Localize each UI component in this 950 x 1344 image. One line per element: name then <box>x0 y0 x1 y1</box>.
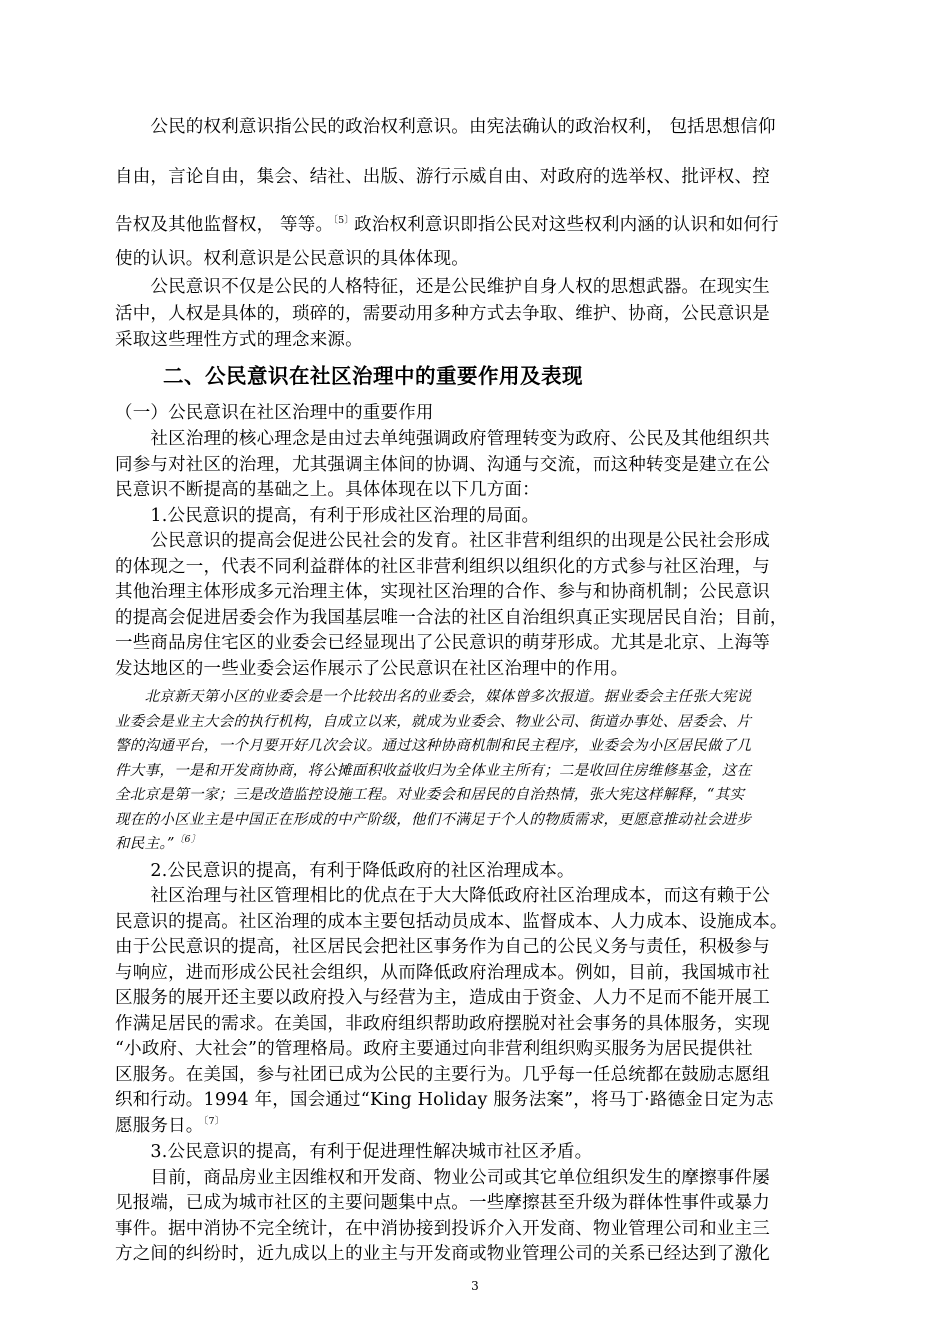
paragraph-line: 社区治理与社区管理相比的优点在于大大降低政府社区治理成本，而这有赖于公 <box>115 886 770 906</box>
paragraph-line: 其他治理主体形成多元治理主体，实现社区治理的合作、参与和协商机制；公民意识 <box>115 582 770 602</box>
paragraph-line: 社区治理的核心理念是由过去单纯强调政府管理转变为政府、公民及其他组织共 <box>115 429 770 449</box>
paragraph-line: 民意识的提高。社区治理的成本主要包括动员成本、监督成本、人力成本、设施成本。 <box>115 912 788 932</box>
line-text: 和民主。” <box>115 836 175 852</box>
paragraph-line: 采取这些理性方式的理念来源。 <box>115 330 363 350</box>
paragraph-line: 方之间的纠纷时，近九成以上的业主与开发商或物业管理公司的关系已经达到了激化 <box>115 1244 770 1264</box>
case-quote-line: 北京新天第小区的业委会是一个比较出名的业委会，媒体曾多次报道。据业委会主任张大宪说 <box>115 689 752 705</box>
citation-marker: 〔6〕 <box>174 834 201 846</box>
paragraph-line: 见报端，已成为城市社区的主要问题集中点。一些摩擦甚至升级为群体性事件或暴力 <box>115 1193 770 1213</box>
subsection-heading: （一）公民意识在社区治理中的重要作用 <box>115 403 434 423</box>
paragraph-line: 活中，人权是具体的，琐碎的，需要动用多种方式去争取、维护、协商，公民意识是 <box>115 304 770 324</box>
paragraph-line: 公民意识不仅是公民的人格特征，还是公民维护自身人权的思想武器。在现实生 <box>115 277 770 297</box>
paragraph-line <box>115 1112 830 1137</box>
paragraph-line: “小政府、大社会”的管理格局。政府主要通过向非营利组织购买服务为居民提供社 <box>115 1039 753 1059</box>
case-quote-line: 件大事，一是和开发商协商，将公摊面积收益收归为全体业主所有；二是收回住房维修基金，这在 <box>115 763 752 779</box>
paragraph-line: 事件。据中消协不完全统计，在中消协接到投诉介入开发商、物业管理公司和业主三 <box>115 1219 770 1239</box>
paragraph-line: 目前，商品房业主因维权和开发商、物业公司或其它单位组织发生的摩擦事件屡 <box>115 1168 770 1188</box>
paragraph-line: 的提高会促进居委会作为我国基层唯一合法的社区自治组织真正实现居民自治；目前， <box>115 608 788 628</box>
citation-marker: 〔7〕 <box>203 1116 225 1128</box>
line-text: 告权及其他监督权， 等等。 <box>115 215 334 235</box>
paragraph-line: 使的认识。权利意识是公民意识的具体体现。 <box>115 249 469 269</box>
paragraph-line: 一些商品房住宅区的业委会已经显现出了公民意识的萌芽形成。尤其是北京、上海等 <box>115 633 770 653</box>
paragraph-line: 公民的权利意识指公民的政治权利意识。由宪法确认的政治权利， 包括思想信仰 <box>115 117 776 137</box>
paragraph-line <box>115 211 830 236</box>
paragraph-line: 民意识不断提高的基础之上。具体体现在以下几方面： <box>115 480 540 500</box>
paragraph-line: 区服务的展开还主要以政府投入与经营为主，造成由于资金、人力不足而不能开展工 <box>115 988 770 1008</box>
case-quote-line: 业委会是业主大会的执行机构，自成立以来，就成为业委会、物业公司、街道办事处、居委会、片 <box>115 714 752 730</box>
case-quote-line: 全北京是第一家；三是改造监控设施工程。对业委会和居民的自治热情，张大宪这样解释，“其实 <box>115 787 745 803</box>
paragraph-line: 区服务。在美国，参与社团已成为公民的主要行为。几乎每一任总统都在鼓励志愿组 <box>115 1065 770 1085</box>
paragraph-line: 同参与对社区的治理，尤其强调主体间的协调、沟通与交流，而这种转变是建立在公 <box>115 455 770 475</box>
case-quote-line: 警的沟通平台，一个月要开好几次会议。通过这种协商机制和民主程序，业委会为小区居民做了几 <box>115 738 752 754</box>
paragraph-line: 织和行动。1994 年，国会通过“King Holiday 服务法案”，将马丁·路德金日定为志 <box>115 1090 774 1110</box>
numbered-point: 1.公民意识的提高，有利于形成社区治理的局面。 <box>115 506 540 526</box>
paragraph-line: 由于公民意识的提高，社区居民会把社区事务作为自己的公民义务与责任，积极参与 <box>115 937 770 957</box>
page-number: 3 <box>471 1279 479 1293</box>
paragraph-line: 公民意识的提高会促进公民社会的发育。社区非营利组织的出现是公民社会形成 <box>115 531 770 551</box>
line-text: 政治权利意识即指公民对这些权利内涵的认识和如何行 <box>354 215 779 235</box>
paragraph-line: 发达地区的一些业委会运作展示了公民意识在社区治理中的作用。 <box>115 659 629 679</box>
numbered-point: 2.公民意识的提高，有利于降低政府的社区治理成本。 <box>115 861 575 881</box>
case-quote-line <box>115 832 201 853</box>
numbered-point: 3.公民意识的提高，有利于促进理性解决城市社区矛盾。 <box>115 1142 593 1162</box>
paragraph-line: 作满足居民的需求。在美国，非政府组织帮助政府摆脱对社会事务的具体服务，实现 <box>115 1014 770 1034</box>
paragraph-line: 的体现之一，代表不同利益群体的社区非营利组织以组织化的方式参与社区治理，与 <box>115 557 770 577</box>
section-heading: 二、公民意识在社区治理中的重要作用及表现 <box>163 364 583 388</box>
paragraph-line: 自由，言论自由，集会、结社、出版、游行示威自由、对政府的选举权、批评权、控 <box>115 167 770 187</box>
line-text: 愿服务日。 <box>115 1116 204 1136</box>
citation-marker: 〔5〕 <box>333 215 355 227</box>
case-quote-line: 现在的小区业主是中国正在形成的中产阶级，他们不满足于个人的物质需求，更愿意推动社会进步 <box>115 812 752 828</box>
paragraph-line: 与响应，进而形成公民社会组织，从而降低政府治理成本。例如，目前，我国城市社 <box>115 963 770 983</box>
